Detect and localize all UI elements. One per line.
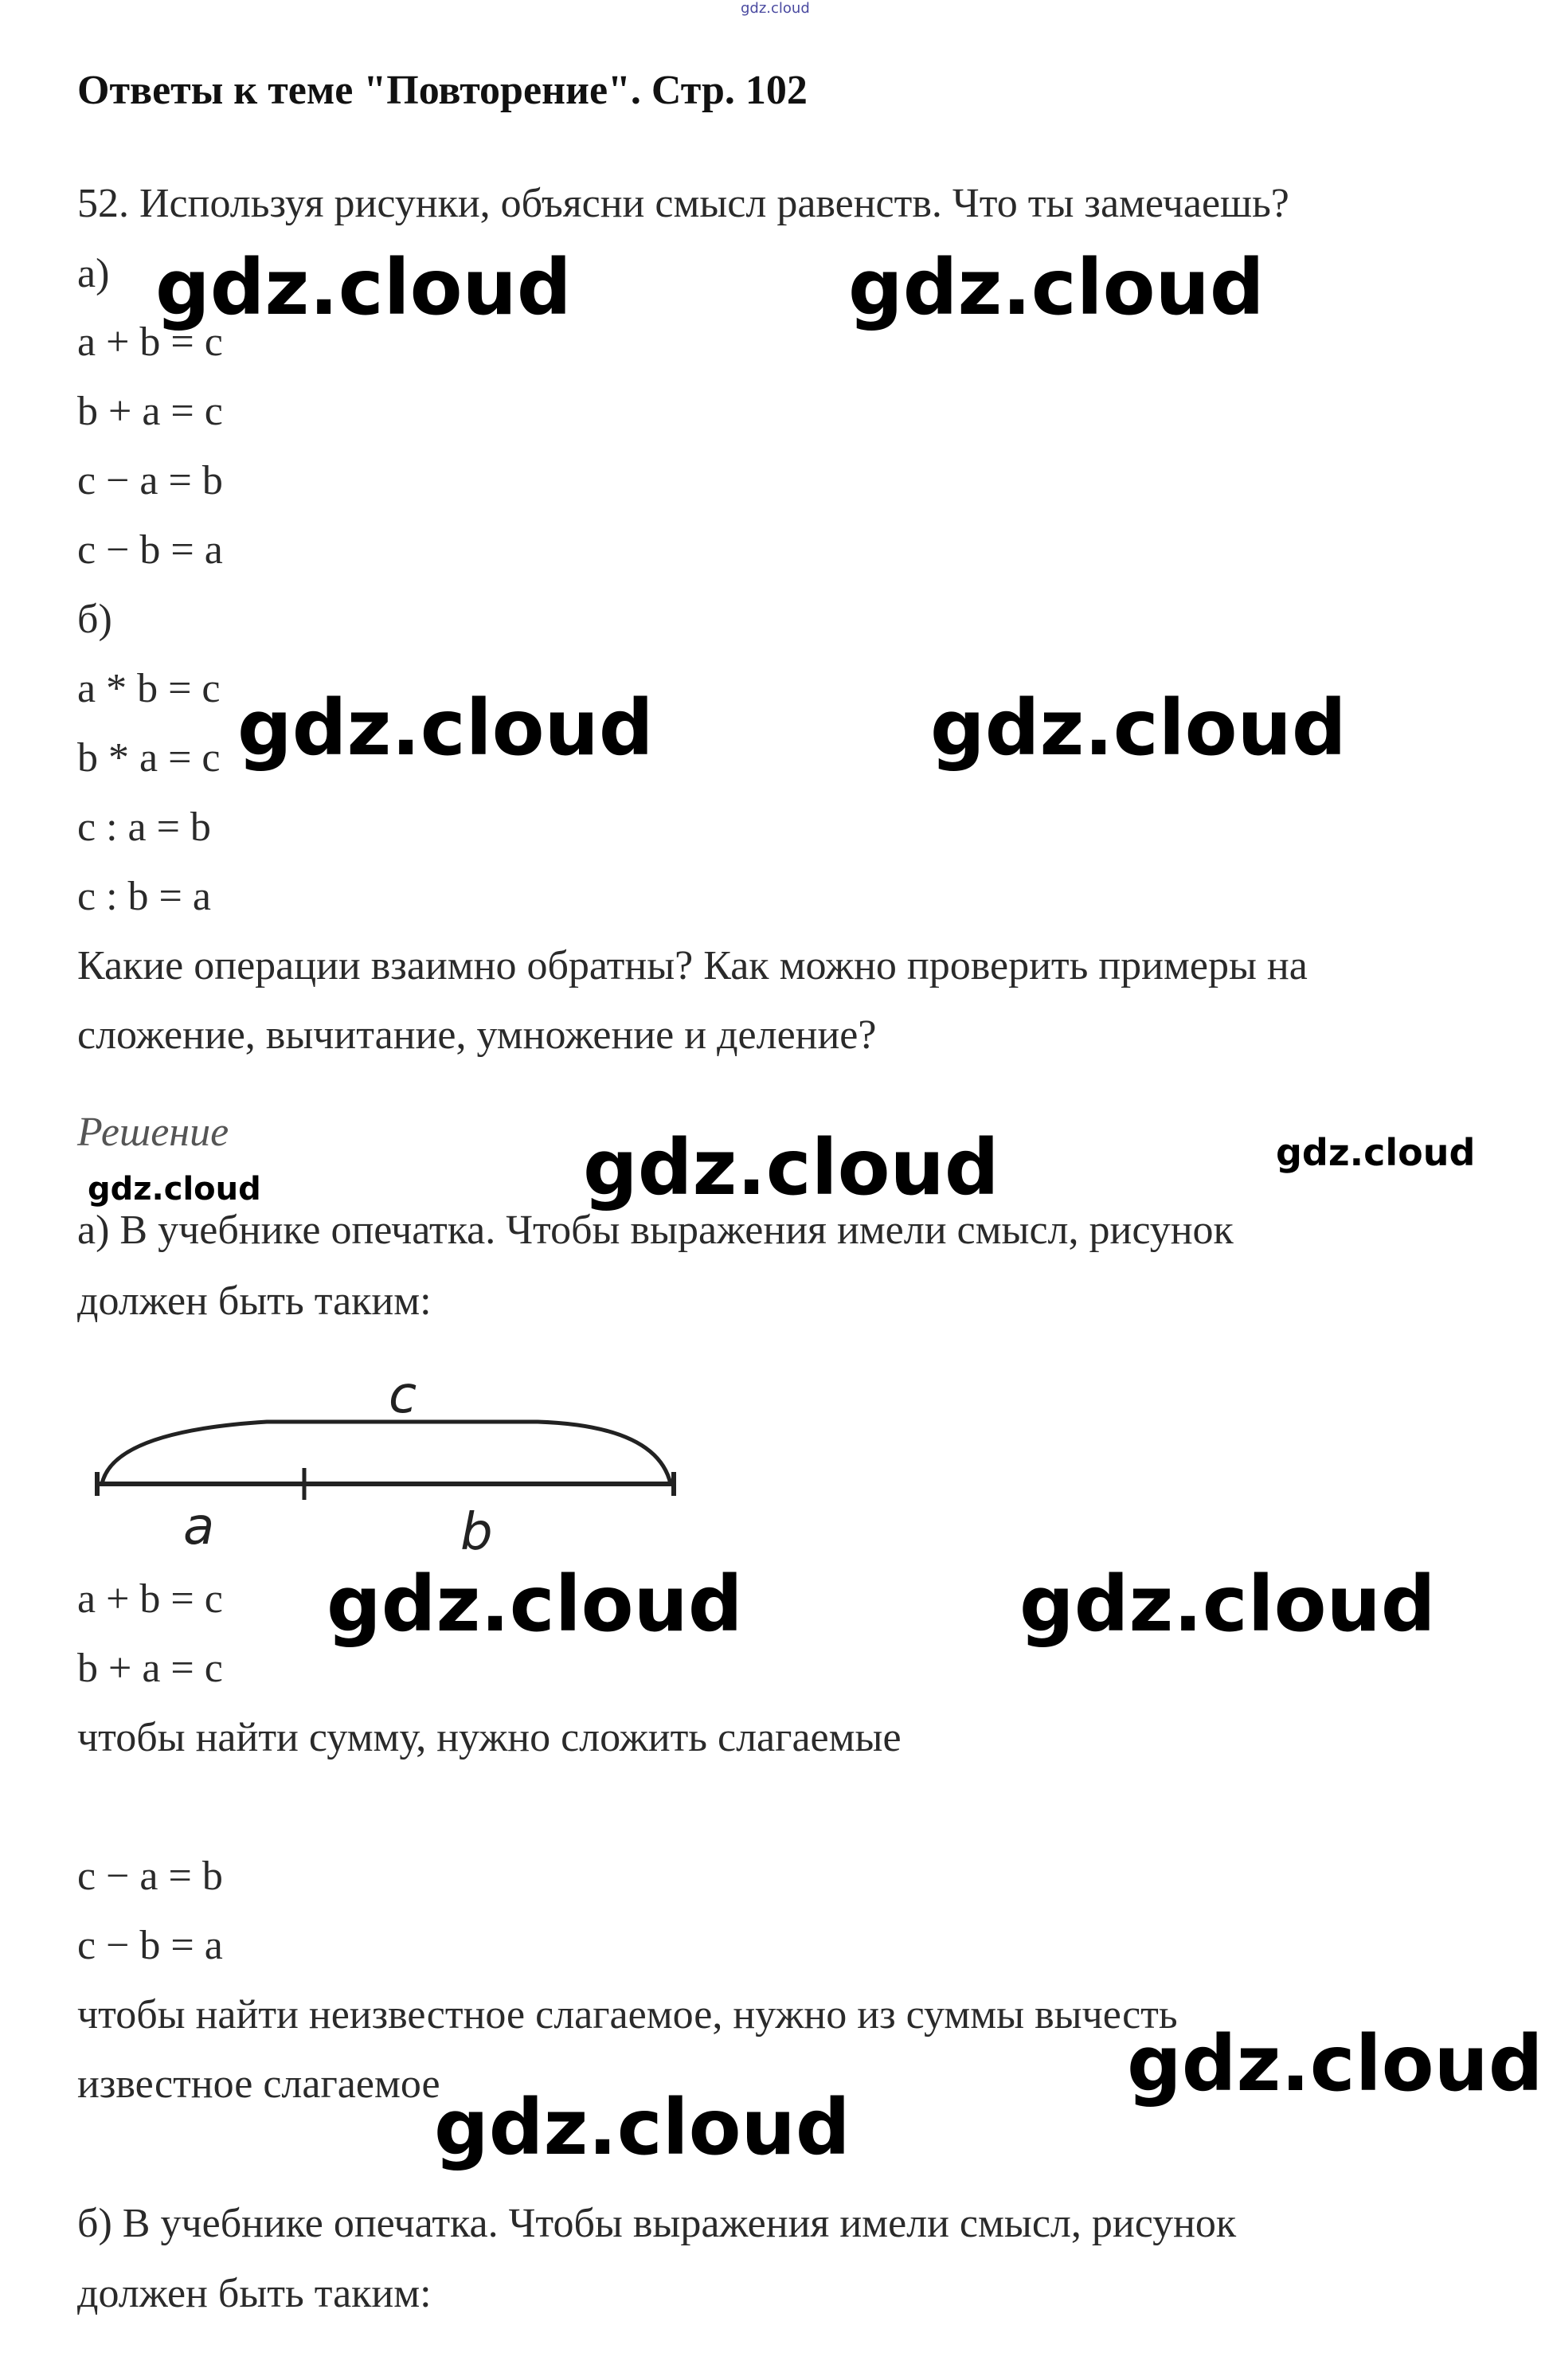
- solution-a-text-line-2: должен быть таким:: [77, 1278, 432, 1324]
- task-b-equation-4: c : b = a: [77, 874, 211, 919]
- page-title: Ответы к теме "Повторение". Стр. 102: [77, 68, 808, 113]
- solution-diff-equation-2: c − b = a: [77, 1923, 223, 1968]
- watermark: gdz.cloud: [434, 2083, 851, 2172]
- watermark: gdz.cloud: [1276, 1131, 1476, 1174]
- label-c: c: [389, 1366, 417, 1425]
- task-part-a-label: а): [77, 251, 110, 296]
- watermark: gdz.cloud: [848, 243, 1265, 332]
- watermark: gdz.cloud: [583, 1123, 999, 1212]
- solution-diff-equation-1: c − a = b: [77, 1854, 223, 1899]
- solution-b-text-line-2: должен быть таким:: [77, 2271, 432, 2316]
- task-a-equation-3: c − a = b: [77, 458, 223, 503]
- task-a-equation-2: b + a = c: [77, 389, 223, 434]
- watermark: gdz.cloud: [88, 1171, 261, 1208]
- task-b-equation-1: a * b = c: [77, 666, 221, 711]
- solution-a-text-line-1: а) В учебнике опечатка. Чтобы выражения имели смысл, рисунок: [77, 1208, 1234, 1253]
- watermark: gdz.cloud: [237, 683, 654, 773]
- solution-sum-equation-2: b + a = c: [77, 1646, 223, 1691]
- segment-diagram: [80, 1338, 701, 1561]
- watermark: gdz.cloud: [1127, 2019, 1543, 2108]
- task-followup-line-1: Какие операции взаимно обратны? Как можно проверить примеры на: [77, 943, 1308, 988]
- task-a-equation-1: a + b = c: [77, 319, 223, 365]
- watermark: gdz.cloud: [327, 1560, 743, 1649]
- solution-label: Решение: [77, 1110, 229, 1155]
- arc-c: [102, 1422, 671, 1484]
- task-question: 52. Используя рисунки, объясни смысл равенств. Что ты замечаешь?: [77, 181, 1289, 226]
- task-b-equation-3: c : a = b: [77, 804, 211, 850]
- label-a: a: [183, 1497, 215, 1556]
- watermark: gdz.cloud: [1019, 1560, 1436, 1649]
- solution-sum-equation-1: a + b = c: [77, 1576, 223, 1622]
- task-followup-line-2: сложение, вычитание, умножение и деление?: [77, 1012, 877, 1058]
- task-part-b-label: б): [77, 597, 112, 642]
- task-a-equation-4: c − b = a: [77, 527, 223, 573]
- watermark: gdz.cloud: [155, 243, 572, 332]
- solution-sum-rule: чтобы найти сумму, нужно сложить слагаемые: [77, 1715, 902, 1760]
- top-watermark: gdz.cloud: [741, 0, 810, 17]
- solution-b-text-line-1: б) В учебнике опечатка. Чтобы выражения имели смысл, рисунок: [77, 2201, 1237, 2246]
- label-b: b: [460, 1503, 493, 1561]
- solution-diff-rule-line-2: известное слагаемое: [77, 2061, 440, 2107]
- task-b-equation-2: b * a = c: [77, 735, 221, 781]
- watermark: gdz.cloud: [930, 683, 1347, 773]
- solution-diff-rule-line-1: чтобы найти неизвестное слагаемое, нужно из суммы вычесть: [77, 1992, 1178, 2037]
